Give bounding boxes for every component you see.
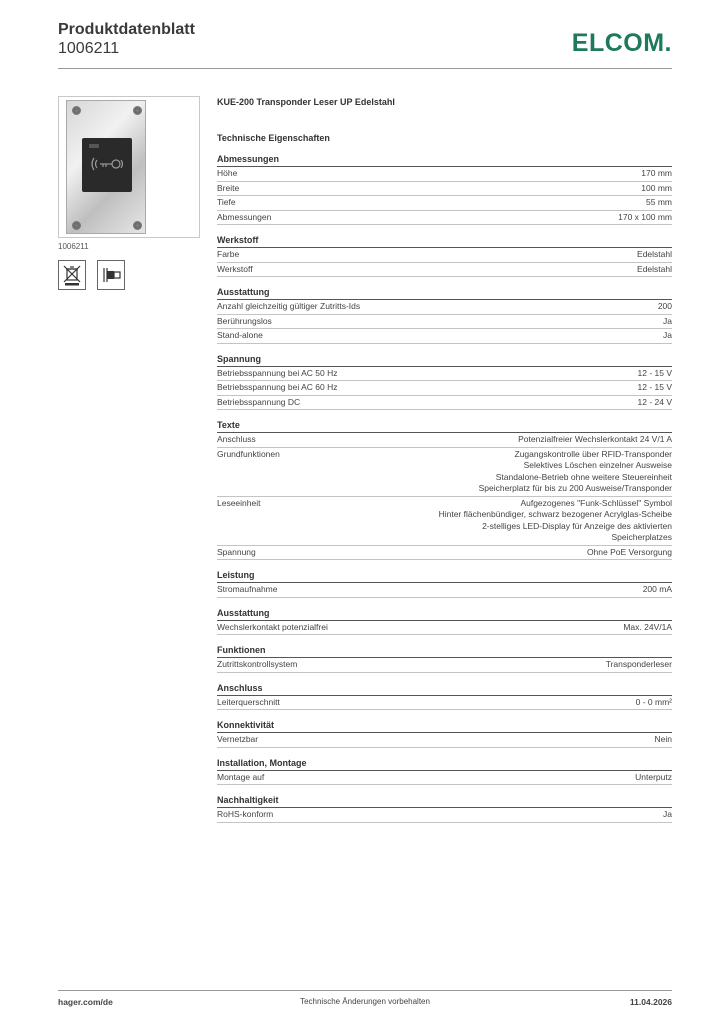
spec-section: [217, 719, 672, 748]
spec-value: [260, 498, 672, 544]
section-title: Installation, Montage: [217, 757, 672, 771]
spec-row: [217, 546, 672, 561]
spec-value-line: Max. 24V/1A: [623, 621, 672, 632]
spec-value: [280, 449, 672, 495]
spec-value-line: Zugangskontrolle über RFID-Transponder: [514, 448, 672, 459]
spec-value-line: Ja: [663, 809, 672, 819]
spec-row: [217, 248, 672, 263]
spec-value: [256, 434, 672, 446]
spec-value: [236, 197, 672, 209]
spec-section: [217, 607, 672, 636]
stainless-steel-plate: [66, 100, 146, 234]
spec-label: Montage auf: [217, 771, 265, 782]
spec-value: [239, 183, 672, 195]
spec-section: [217, 682, 672, 711]
section-title: Werkstoff: [217, 234, 672, 248]
header-divider: [58, 68, 672, 69]
spec-value: [338, 382, 673, 394]
spec-row: [217, 396, 672, 411]
footer-disclaimer: Technische Änderungen vorbehalten: [300, 997, 430, 1006]
section-title: Abmessungen: [217, 153, 672, 167]
spec-value: [360, 301, 672, 313]
spec-label: Leseeinheit: [217, 497, 261, 508]
spec-label: Anschluss: [217, 434, 256, 444]
spec-value-line: Speicherplatzes: [611, 532, 672, 542]
spec-label: Leiterquerschnitt: [217, 696, 280, 707]
spec-value-line: Unterputz: [635, 771, 672, 782]
spec-row: [217, 808, 672, 823]
spec-label: Farbe: [217, 249, 240, 259]
spec-value: [297, 659, 672, 671]
document-number: 1006211: [58, 40, 120, 57]
spec-value: [273, 809, 672, 821]
spec-section: [217, 353, 672, 411]
spec-value-line: 0 - 0 mm²: [635, 696, 672, 707]
spec-row: [217, 696, 672, 711]
spec-value-line: 2-stelliges LED-Display für Anzeige des aktivierten: [482, 520, 672, 531]
spec-label: Betriebsspannung bei AC 60 Hz: [217, 382, 338, 392]
spec-value-line: 200: [657, 301, 672, 311]
spec-label: Anzahl gleichzeitig gültiger Zutritts-Ids: [217, 301, 361, 311]
led-display: [89, 144, 99, 148]
spec-row: [217, 583, 672, 598]
section-title: Funktionen: [217, 644, 672, 658]
spec-value-line: 12 - 24 V: [637, 396, 672, 407]
screw-icon: [72, 106, 81, 115]
spec-row: [217, 329, 672, 344]
article-number: 1006211: [58, 242, 89, 251]
spec-value: [264, 772, 672, 784]
spec-row: [217, 658, 672, 673]
spec-label: Betriebsspannung bei AC 50 Hz: [217, 367, 338, 378]
elcom-logo: ELCOM.: [571, 29, 672, 57]
spec-section: [217, 419, 672, 560]
spec-label: Abmessungen: [217, 211, 272, 222]
spec-label: Stand-alone: [217, 330, 263, 340]
spec-label: Stromaufnahme: [217, 584, 278, 594]
screw-icon: [72, 221, 81, 230]
section-title: Nachhaltigkeit: [217, 794, 672, 808]
spec-value: [271, 212, 672, 224]
spec-value-line: 200 mA: [642, 584, 672, 594]
spec-value: [280, 697, 672, 709]
spec-value-line: Ohne PoE Versorgung: [586, 546, 672, 557]
spec-row: [217, 263, 672, 278]
flush-mount-icon: [97, 260, 125, 290]
spec-value: [272, 316, 672, 328]
spec-value-line: Edelstahl: [637, 263, 672, 274]
spec-value: [256, 547, 672, 559]
spec-value-line: 12 - 15 V: [637, 382, 672, 392]
spec-row: [217, 433, 672, 448]
spec-label: Werkstoff: [217, 263, 253, 274]
spec-row: [217, 448, 672, 497]
footer-website[interactable]: hager.com/de: [58, 997, 113, 1007]
spec-row: [217, 211, 672, 226]
spec-row: [217, 621, 672, 636]
specification-content: [217, 96, 672, 823]
spec-value-line: Selektives Löschen einzelner Ausweise: [523, 460, 672, 470]
section-title: Ausstattung: [217, 286, 672, 300]
section-title: Texte: [217, 419, 672, 433]
weee-bin-icon: [58, 260, 86, 290]
radio-key-icon: [88, 154, 126, 174]
spec-label: Zutrittskontrollsystem: [217, 659, 298, 669]
spec-label: Betriebsspannung DC: [217, 396, 301, 407]
spec-section: [217, 644, 672, 673]
spec-value-line: 170 x 100 mm: [618, 211, 672, 222]
spec-value-line: Standalone-Betrieb ohne weitere Steuereinheit: [495, 471, 672, 482]
spec-value: [237, 168, 672, 180]
spec-section: [217, 286, 672, 344]
spec-row: [217, 771, 672, 786]
reader-glass-pane: [82, 138, 132, 192]
spec-section: [217, 234, 672, 277]
spec-label: Vernetzbar: [217, 734, 259, 744]
spec-value: [258, 734, 672, 746]
spec-sections: [217, 153, 672, 823]
spec-section: [217, 153, 672, 225]
spec-row: [217, 367, 672, 382]
spec-value-line: Ja: [663, 330, 672, 340]
spec-value-line: Potenzialfreier Wechslerkontakt 24 V/1 A: [518, 434, 672, 444]
spec-section: [217, 757, 672, 786]
spec-label: RoHS-konform: [217, 809, 274, 819]
spec-value-line: Ja: [663, 315, 672, 326]
spec-label: Grundfunktionen: [217, 448, 280, 459]
spec-value: [328, 622, 672, 634]
footer-divider: [58, 990, 672, 991]
spec-row: [217, 733, 672, 748]
spec-value-line: Transponderleser: [605, 659, 672, 669]
section-title: Spannung: [217, 353, 672, 367]
spec-value: [300, 397, 672, 409]
spec-label: Spannung: [217, 546, 256, 557]
screw-icon: [133, 106, 142, 115]
spec-value-line: 12 - 15 V: [637, 367, 672, 378]
spec-section: [217, 569, 672, 598]
spec-value-line: 170 mm: [641, 168, 672, 178]
section-title: Anschluss: [217, 682, 672, 696]
spec-row: [217, 196, 672, 211]
spec-row: [217, 497, 672, 546]
spec-row: [217, 167, 672, 182]
section-title: Konnektivität: [217, 719, 672, 733]
spec-label: Wechslerkontakt potenzialfrei: [217, 621, 328, 632]
page-header: [58, 20, 672, 58]
spec-value-line: 100 mm: [641, 182, 672, 193]
screw-icon: [133, 221, 142, 230]
spec-label: Breite: [217, 182, 240, 193]
spec-value: [253, 264, 672, 276]
spec-row: [217, 182, 672, 197]
spec-label: Berührungslos: [217, 315, 272, 326]
product-name: KUE-200 Transponder Leser UP Edelstahl: [217, 97, 395, 107]
spec-value-line: 55 mm: [646, 197, 672, 207]
spec-label: Höhe: [217, 168, 238, 178]
spec-value: [239, 249, 672, 261]
spec-row: [217, 381, 672, 396]
spec-value-line: Nein: [654, 734, 672, 744]
spec-value-line: Speicherplatz für bis zu 200 Ausweise/Transponder: [478, 483, 672, 493]
spec-value: [277, 584, 672, 596]
spec-row: [217, 315, 672, 330]
product-image: [58, 96, 200, 238]
page-title: Produktdatenblatt: [58, 21, 195, 38]
section-title: Leistung: [217, 569, 672, 583]
spec-value-line: Hinter flächenbündiger, schwarz bezogener Acrylglas-Scheibe: [438, 509, 672, 519]
spec-section: [217, 794, 672, 823]
spec-value: [263, 330, 672, 342]
spec-value-line: Aufgezogenes "Funk-Schlüssel" Symbol: [520, 497, 672, 508]
spec-row: [217, 300, 672, 315]
spec-value: [338, 368, 673, 380]
technical-properties-heading: Technische Eigenschaften: [217, 133, 330, 143]
section-title: Ausstattung: [217, 607, 672, 621]
spec-value-line: Edelstahl: [637, 249, 672, 259]
footer-date: 11.04.2026: [629, 997, 672, 1007]
spec-label: Tiefe: [217, 197, 236, 207]
